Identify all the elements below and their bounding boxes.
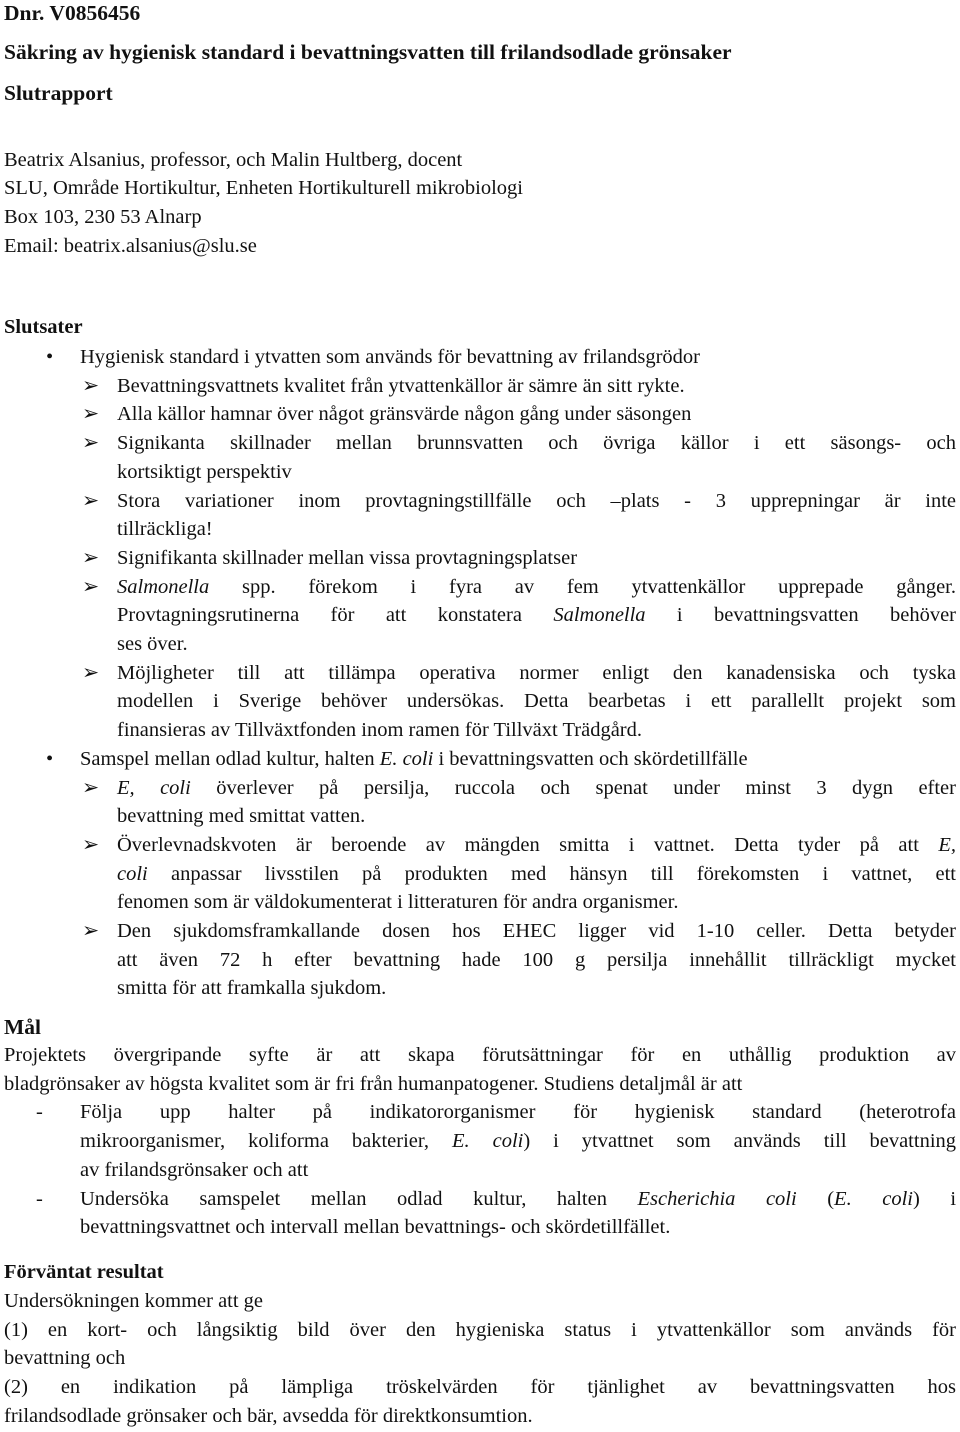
goals-body (4, 1041, 956, 1242)
document-number: Dnr. V0856456 (4, 1, 141, 25)
dash-bullet-icon: - (36, 1187, 43, 1210)
arrow-item: ➢ Salmonella spp. förekom i fyra av fem ytvattenkällor upprepade gånger. Provtagningsrutinerna för att konstatera Salmonella i bevattningsvatten behöver ses över. (4, 573, 956, 659)
report-subtitle: Slutrapport (4, 81, 113, 105)
bullet-item: • Samspel mellan odlad kultur, halten E. coli i bevattningsvatten och skördetillfälle (4, 745, 956, 774)
author-email: Email: beatrix.alsanius@slu.se (4, 235, 257, 257)
arrow-item: ➢ Överlevnadskvoten är beroende av mängden smitta i vattnet. Detta tyder på att E, coli anpassar livsstilen på produkten med hänsyn till förekomsten i vattnet, ett fenomen som är väldokumenterat i litteraturen för andra organismer. (4, 831, 956, 917)
arrow-bullet-icon: ➢ (82, 920, 100, 943)
arrow-item: ➢ Den sjukdomsframkallande dosen hos EHEC ligger vid 1-10 celler. Detta betyder att även 72 h efter bevattning hade 100 g persilja innehållit tillräckligt mycket smitta för att framkalla sjukdom. (4, 917, 956, 1003)
arrow-item: ➢ Bevattningsvattnets kvalitet från ytvattenkällor är sämre än sitt rykte. (4, 372, 956, 401)
arrow-bullet-icon: ➢ (82, 546, 100, 569)
arrow-bullet-icon: ➢ (82, 432, 100, 455)
expected-results-body: Undersökningen kommer att ge (1) en kort- och långsiktig bild över den hygieniska status i ytvattenkällor som används för bevattning och (2) en indikation på lämpliga tröskelvärden för tjänlighet av bevattningsvatten hos frilandsodlade grönsaker och bär, avsedda för direktkonsumtion. (4, 1290, 956, 1427)
author-names: Beatrix Alsanius, professor, och Malin Hultberg, docent (4, 149, 463, 171)
arrow-item: ➢ Möjligheter till att tillämpa operativa normer enligt den kanadensiska och tyska modellen i Sverige behöver undersökas. Detta bearbetas i ett parallellt projekt som finansieras av Tillväxtfonden inom ramen för Tillväxt Trädgård. (4, 659, 956, 745)
conclusions-heading: Slutsater (4, 316, 83, 338)
author-affiliation: SLU, Område Hortikultur, Enheten Hortikulturell mikrobiologi (4, 177, 523, 199)
arrow-bullet-icon: ➢ (82, 403, 100, 426)
arrow-item: ➢ Alla källor hamnar över något gränsvärde någon gång under säsongen (4, 400, 956, 429)
author-address: Box 103, 230 53 Alnarp (4, 206, 202, 228)
arrow-item: ➢ E, coli överlever på persilja, ruccola och spenat under minst 3 dygn efter bevattning med smittat vatten. (4, 774, 956, 831)
dash-item: - Följa upp halter på indikatororganismer för hygienisk standard (heterotrofa mikroorganismer, koliforma bakterier, E. coli) i ytvattnet som används till bevattning av frilandsgrönsaker och att (4, 1098, 956, 1184)
arrow-bullet-icon: ➢ (82, 833, 100, 856)
arrow-item: ➢ Signikanta skillnader mellan brunnsvatten och övriga källor i ett säsongs- och kortsiktigt perspektiv (4, 429, 956, 486)
bullet-icon: • (46, 747, 54, 770)
arrow-bullet-icon: ➢ (82, 374, 100, 397)
arrow-bullet-icon: ➢ (82, 489, 100, 512)
dash-bullet-icon: - (36, 1101, 43, 1124)
goals-heading: Mål (4, 1015, 42, 1039)
expected-results-heading: Förväntat resultat (4, 1261, 164, 1283)
dash-item: - Undersöka samspelet mellan odlad kultur, halten Escherichia coli (E. coli) i bevattningsvattnet och intervall mellan bevattnings- och skördetillfället. (4, 1185, 956, 1242)
report-title: Säkring av hygienisk standard i bevattningsvatten till frilandsodlade grönsaker (4, 40, 732, 64)
arrow-bullet-icon: ➢ (82, 661, 100, 684)
arrow-bullet-icon: ➢ (82, 776, 100, 799)
arrow-item: ➢ Stora variationer inom provtagningstillfälle och –plats - 3 upprepningar är inte tillräckliga! (4, 487, 956, 544)
bullet-item: • Hygienisk standard i ytvatten som används för bevattning av frilandsgrödor (4, 343, 956, 372)
arrow-item: ➢ Signifikanta skillnader mellan vissa provtagningsplatser (4, 544, 956, 573)
conclusions-list (4, 343, 956, 1003)
bullet-icon: • (46, 346, 54, 368)
arrow-bullet-icon: ➢ (82, 575, 100, 598)
goals-paragraph-line: Projektets övergripande syfte är att skapa förutsättningar för en uthållig produktion av (4, 1044, 956, 1066)
goals-paragraph-line: bladgrönsaker av högsta kvalitet som är fri från humanpatogener. Studiens detaljmål är att (4, 1072, 743, 1095)
